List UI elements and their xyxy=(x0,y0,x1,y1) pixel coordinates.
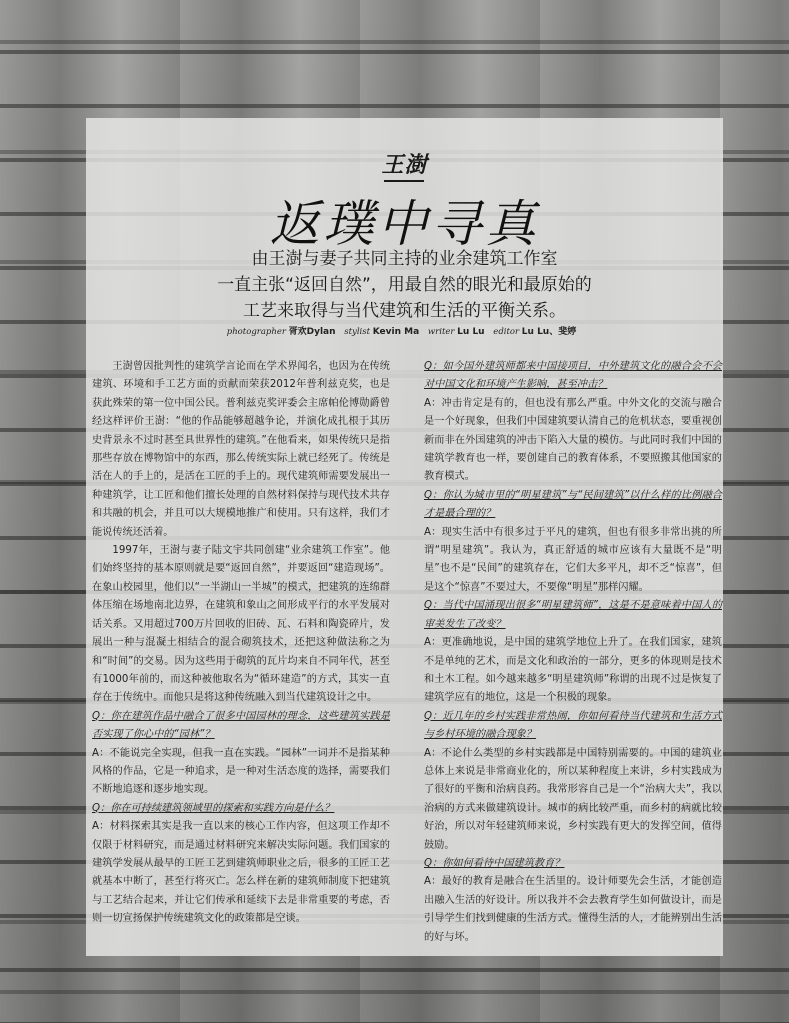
article-title: 返璞中寻真 xyxy=(269,195,540,253)
deck-line: 一直主张“返回自然”，用最自然的眼光和最原始的 xyxy=(217,275,592,295)
credit-name: Kevin Ma xyxy=(372,327,420,337)
deck-line: 由王澍与妻子共同主持的业余建筑工作室 xyxy=(251,249,558,269)
interview-answer: A：不能说完全实现，但我一直在实践。“园林”一词并不是指某种风格的作品，它是一种追求，是一种对生活态度的选择，需要我们不断地追逐和逐步地实现。 xyxy=(92,747,390,796)
body-paragraph: 1997年，王澍与妻子陆文宇共同创建“业余建筑工作室”。他们始终坚持的基本原则就是要“返回自然”，并要返回“建造现场”。在象山校园里，他们以“一半湖山一半城”的模式，把建筑的连绵群体压缩在场地南北边界，在建筑和象山之间形成平行的水平发展对话关系。又用超过700万片回收的旧砖、瓦、石料和陶瓷碎片，发展出一种与混凝土相结合的混合砌筑技术，还把这种做法称之为和“时间”的交易。因为这些用于砌筑的瓦片均来自不同年代，甚至有1000年前的，而这种被他取名为“循环建造”的方式，其实一直存在于传统中。而他只是将这种传统融入到当代建筑设计之中。 xyxy=(92,545,390,704)
body-paragraph: 王澍曾因批判性的建筑学言论而在学术界闻名，也因为在传统建筑、环境和手工艺方面的贡献而荣获2012年普利兹克奖，也是获此殊荣的第一位中国公民。普利兹克奖评委会主席帕伦博勋爵曾经这样评价王澍：“他的作品能够超越争论，并演化成扎根于其历史背景永不过时甚至具世界性的建筑。”在他看来，如果传统只是指那些存放在博物馆中的东西，那么传统实际上就已经死了。传统是活在人的手上的，是活在工匠的手上的。现代建筑师需要发展出一种建筑学，让工匠和他们擅长处理的自然材料保持与现代技术共存和共融的机会，并且可以大规模地推广和使用。只有这样，我们才能说传统还活着。 xyxy=(92,361,390,538)
credit-role: writer xyxy=(427,327,455,337)
credit-role: editor xyxy=(493,327,520,337)
interview-question: Q：你在建筑作品中融合了很多中国园林的理念，这些建筑实践是否实现了你心中的“园林”？ xyxy=(92,710,390,741)
right-column xyxy=(424,358,722,947)
interview-answer: A：更准确地说，是中国的建筑学地位上升了。在我们国家，建筑不是单纯的艺术，而是文化和政治的一部分，更多的体现则是技术和土木工程。如今越来越多“明星建筑师”称谓的出现不过是恢复了建筑学应有的地位，这是一个积极的现象。 xyxy=(424,637,722,704)
interview-question: Q：近几年的乡村实践非常热闹，你如何看待当代建筑和生活方式与乡村环境的融合现象？ xyxy=(424,710,722,741)
interview-question: Q：你认为城市里的“明星建筑”与“民间建筑”以什么样的比例融合才是最合理的？ xyxy=(424,489,722,520)
credit-role: photographer xyxy=(226,327,286,337)
interview-answer: A：现实生活中有很多过于平凡的建筑，但也有很多非常出挑的所谓“明星建筑”。我认为，真正舒适的城市应该有大量既不是“明星”也不是“民间”的建筑存在，它们大多平凡，却不乏“惊喜”，但是这个“惊喜”不要过大，不要像“明星”那样闪耀。 xyxy=(424,526,722,593)
kicker-name: 王澍 xyxy=(381,152,428,178)
interview-answer: A：材料探索其实是我一直以来的核心工作内容，但这项工作却不仅限于材料研究，而是通过材料研究来解决实际问题。我们国家的建筑学发展从最早的工匠工艺到建筑师职业之后，很多的工匠工艺就基本中断了，甚至行将灭亡。怎么样在新的建筑师制度下把建筑与工艺结合起来，并让它们传承和延续下去是非常重要的考虑，否则一切宣扬保护传统建筑文化的政策都是空谈。 xyxy=(92,821,390,925)
article-deck xyxy=(146,246,663,324)
interview-answer: A：最好的教育是融合在生活里的。设计师要先会生活，才能创造出融入生活的好设计。所以我并不会去教育学生如何做设计，而是引导学生们找到健康的生活方式。懂得生活的人，才能辨别出生活的好与坏。 xyxy=(424,876,722,943)
interview-question: Q：你在可持续建筑领域里的探索和实践方向是什么？ xyxy=(92,802,335,814)
kicker-underline xyxy=(384,180,424,182)
credit-name: Lu Lu xyxy=(457,327,485,337)
deck-line: 工艺来取得与当代建筑和生活的平衡关系。 xyxy=(243,301,566,321)
interview-question: Q：你如何看待中国建筑教育？ xyxy=(424,857,565,869)
credit-name: 胥欢Dylan xyxy=(288,327,336,337)
credit-name: Lu Lu、斐婷 xyxy=(521,327,577,337)
article-panel xyxy=(86,118,723,956)
credits-line xyxy=(86,324,723,337)
credit-role: stylist xyxy=(344,327,371,337)
interview-question: Q：如今国外建筑师都来中国接项目，中外建筑文化的融合会不会对中国文化和环境产生影响，甚至冲击？ xyxy=(424,361,722,391)
interview-answer: A：不论什么类型的乡村实践都是中国特别需要的。中国的建筑业总体上来说是非常商业化的，所以某种程度上来讲，乡村实践成为了很好的平衡和治病良药。我常形容自己是一个“治病大夫”，我以治病的方式来做建筑设计。城市的病比较严重，而乡村的病就比较好治，所以对年轻建筑师来说，乡村实践有更大的发挥空间，值得鼓励。 xyxy=(424,747,722,851)
interview-answer: A：冲击肯定是有的，但也没有那么严重。中外文化的交流与融合是一个好现象，但我们中国建筑要认清自己的危机状态，要重视创新而非在外国建筑的冲击下陷入大量的模仿。与此同时我们中国的建筑学教育也一样，要创建自己的教育体系，不要照搬其他国家的教育模式。 xyxy=(424,397,722,483)
interview-question: Q：当代中国涌现出很多“明星建筑师”，这是不是意味着中国人的审美发生了改变？ xyxy=(424,600,722,630)
left-column xyxy=(92,358,390,929)
